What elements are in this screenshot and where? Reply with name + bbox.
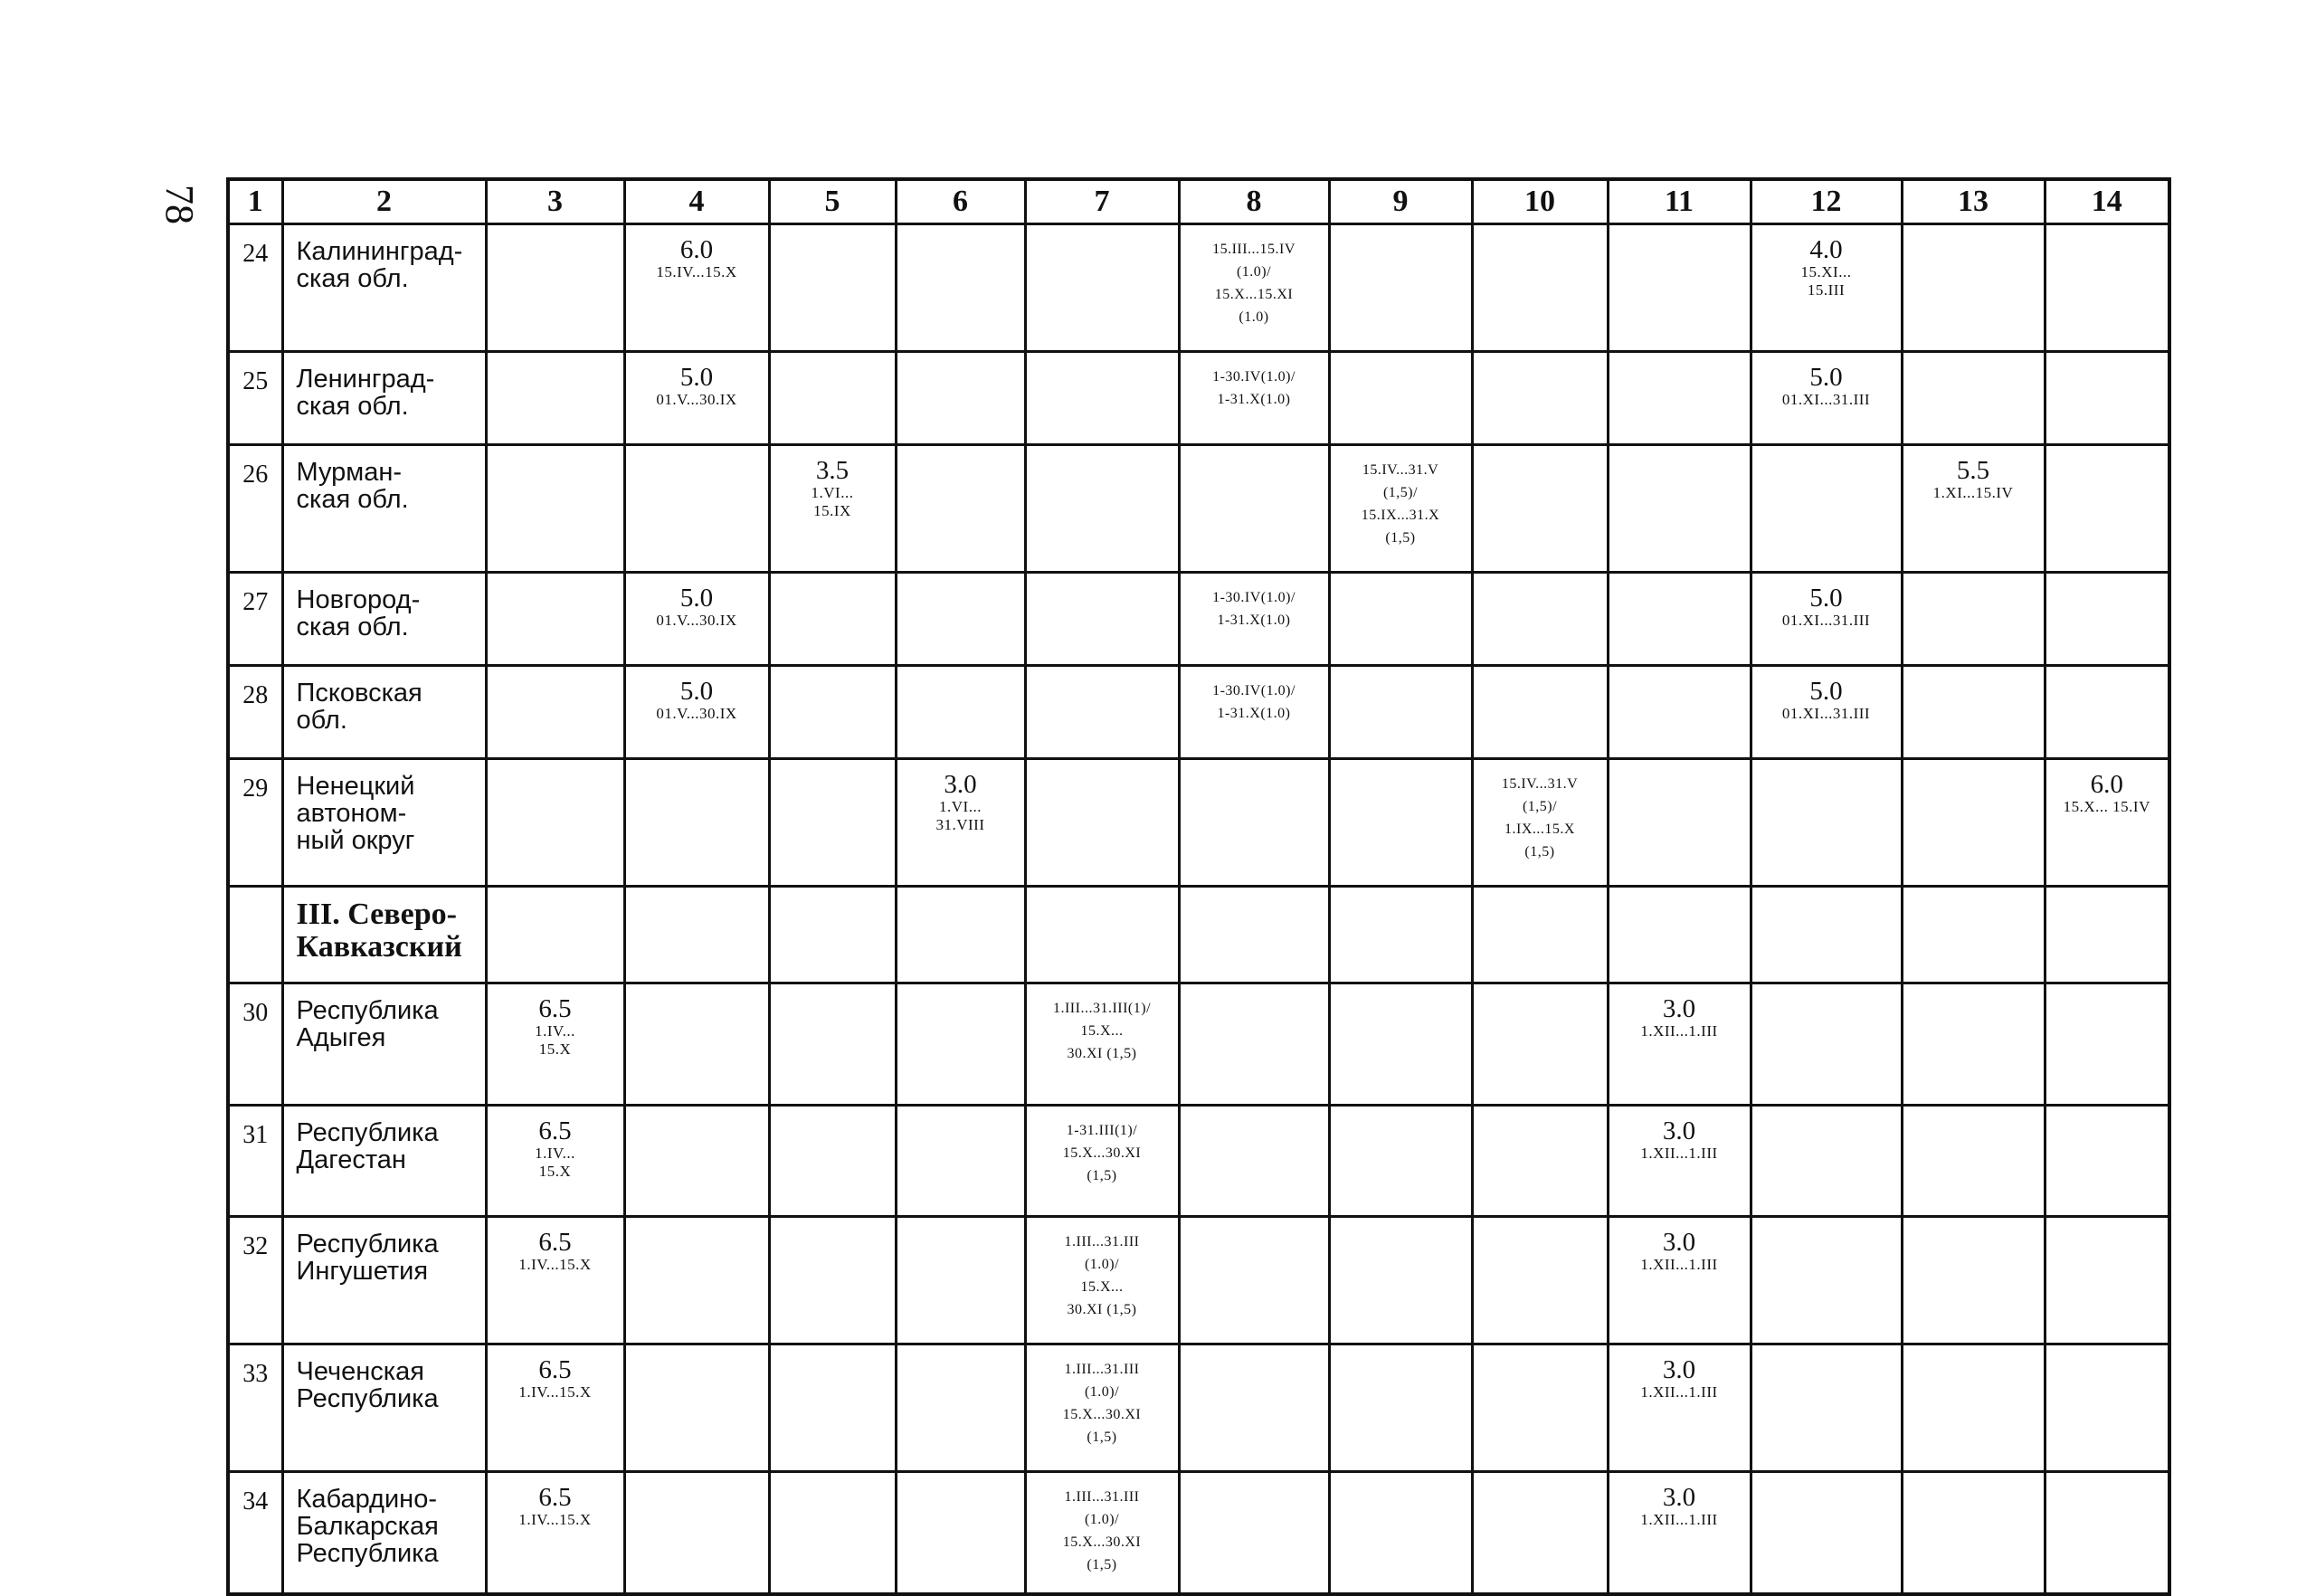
table-cell xyxy=(486,573,624,666)
table-cell xyxy=(1608,666,1751,759)
table-cell xyxy=(1179,666,1329,759)
table-cell xyxy=(1751,983,1902,1106)
table-cell xyxy=(769,759,896,887)
table-cell xyxy=(1751,445,1902,573)
table-cell xyxy=(1329,573,1472,666)
table-cell xyxy=(1025,573,1179,666)
cell-value: 3.0 xyxy=(1662,1355,1696,1384)
table-cell xyxy=(1179,445,1329,573)
table-cell xyxy=(486,666,624,759)
table-cell xyxy=(486,1217,624,1344)
table-cell xyxy=(2045,1344,2169,1472)
cell-value: 6.0 xyxy=(2090,770,2123,799)
table-cell xyxy=(1472,983,1608,1106)
table-cell xyxy=(1329,352,1472,445)
header-col-2: 2 xyxy=(282,179,486,224)
table-cell xyxy=(1025,983,1179,1106)
table-cell xyxy=(1472,224,1608,352)
row-number: 25 xyxy=(228,352,282,445)
table-cell xyxy=(1751,1472,1902,1595)
header-col-3: 3 xyxy=(486,179,624,224)
table-cell xyxy=(2045,1217,2169,1344)
table-cell xyxy=(1472,1217,1608,1344)
table-cell xyxy=(2045,445,2169,573)
table-cell xyxy=(624,224,769,352)
table-cell xyxy=(1608,445,1751,573)
table-cell xyxy=(896,1217,1025,1344)
cell-value: 4.0 xyxy=(1809,235,1843,264)
table-cell xyxy=(1329,224,1472,352)
table-cell xyxy=(896,224,1025,352)
cell-value: 3.0 xyxy=(1662,1116,1696,1145)
table-row xyxy=(228,445,2169,573)
table-cell xyxy=(624,759,769,887)
cell-period: 15.XI... 15.III xyxy=(1800,263,1852,299)
table-cell xyxy=(1179,983,1329,1106)
table-cell xyxy=(2045,352,2169,445)
cell-value: 6.5 xyxy=(538,1228,572,1257)
header-col-13: 13 xyxy=(1902,179,2045,224)
table-cell xyxy=(1025,445,1179,573)
table-cell xyxy=(1751,759,1902,887)
table-cell xyxy=(1608,759,1751,887)
table-cell xyxy=(1329,1344,1472,1472)
table-cell xyxy=(896,887,1025,983)
cell-value: 5.0 xyxy=(679,584,714,613)
region-name: Республика Дагестан xyxy=(282,1106,486,1217)
table-cell xyxy=(1025,666,1179,759)
table-row xyxy=(228,352,2169,445)
cell-period: 1.IV...15.X xyxy=(518,1383,592,1401)
table-cell xyxy=(1025,352,1179,445)
table-cell xyxy=(486,445,624,573)
cell-value: 6.5 xyxy=(538,1116,572,1145)
table-cell xyxy=(1751,887,1902,983)
table-cell xyxy=(2045,666,2169,759)
header-col-1: 1 xyxy=(228,179,282,224)
table-cell xyxy=(228,887,282,983)
table-cell xyxy=(1902,1106,2045,1217)
table-cell xyxy=(769,445,896,573)
table-cell xyxy=(1472,445,1608,573)
table-cell xyxy=(1329,1472,1472,1595)
table-cell xyxy=(486,759,624,887)
table-cell xyxy=(1902,352,2045,445)
header-row xyxy=(228,179,2169,224)
table-cell xyxy=(624,1472,769,1595)
table-cell xyxy=(769,887,896,983)
header-col-9: 9 xyxy=(1329,179,1472,224)
cell-value: 6.0 xyxy=(679,235,714,264)
table-cell xyxy=(1751,1344,1902,1472)
cell-value: 6.5 xyxy=(538,994,572,1023)
table-cell xyxy=(769,1106,896,1217)
row-number: 29 xyxy=(228,759,282,887)
table-cell xyxy=(2045,887,2169,983)
cell-value: 3.0 xyxy=(944,770,977,799)
cell-period: 15.X... 15.IV xyxy=(2063,798,2150,815)
cell-period: 01.V...30.IX xyxy=(656,612,737,629)
table-cell xyxy=(1472,666,1608,759)
region-name: Кабардино- Балкарская Республика xyxy=(282,1472,486,1595)
table-cell xyxy=(1902,573,2045,666)
region-name: Ленинград- ская обл. xyxy=(282,352,486,445)
table-cell xyxy=(624,983,769,1106)
cell-value: 5.0 xyxy=(679,363,714,392)
table-cell xyxy=(2045,1472,2169,1595)
table-cell xyxy=(1179,573,1329,666)
region-name: Республика Ингушетия xyxy=(282,1217,486,1344)
table-cell xyxy=(1751,666,1902,759)
header-col-7: 7 xyxy=(1025,179,1179,224)
table-cell xyxy=(1902,445,2045,573)
table-cell xyxy=(1329,983,1472,1106)
table-cell xyxy=(624,666,769,759)
row-number: 34 xyxy=(228,1472,282,1595)
table-cell xyxy=(486,887,624,983)
table-cell xyxy=(624,352,769,445)
table-cell xyxy=(624,1106,769,1217)
table-cell xyxy=(486,1472,624,1595)
region-name: Калининград- ская обл. xyxy=(282,224,486,352)
table-cell xyxy=(1179,887,1329,983)
header-col-4: 4 xyxy=(624,179,769,224)
table-cell xyxy=(1179,224,1329,352)
table-cell xyxy=(1472,887,1608,983)
table-cell xyxy=(1902,983,2045,1106)
table-cell xyxy=(1751,352,1902,445)
table-cell xyxy=(896,573,1025,666)
table-cell xyxy=(769,666,896,759)
cell-value: 3.0 xyxy=(1662,1228,1696,1257)
table-cell xyxy=(1472,1106,1608,1217)
table-cell xyxy=(624,573,769,666)
cell-note: 15.III...15.IV (1.0)/ 15.X...15.XI (1.0) xyxy=(1212,242,1296,325)
table-cell xyxy=(896,1106,1025,1217)
cell-note: 1-30.IV(1.0)/ 1-31.X(1.0) xyxy=(1212,590,1296,628)
table-cell xyxy=(1902,887,2045,983)
table-row xyxy=(228,666,2169,759)
row-number: 26 xyxy=(228,445,282,573)
table-cell xyxy=(1902,1344,2045,1472)
table-cell xyxy=(1329,666,1472,759)
cell-note: 1.III...31.III (1.0)/ 15.X...30.XI (1,5) xyxy=(1062,1362,1142,1445)
table-cell xyxy=(1025,224,1179,352)
cell-period: 1.IV... 15.X xyxy=(535,1022,575,1058)
cell-value: 3.5 xyxy=(815,456,850,485)
table-cell xyxy=(1329,1106,1472,1217)
table-cell xyxy=(769,352,896,445)
table-cell xyxy=(1025,1472,1179,1595)
table-cell xyxy=(1751,224,1902,352)
cell-period: 01.XI...31.III xyxy=(1781,391,1871,408)
row-number: 28 xyxy=(228,666,282,759)
table-cell xyxy=(769,573,896,666)
table-cell xyxy=(896,1344,1025,1472)
climate-data-table xyxy=(226,177,2171,1596)
cell-period: 01.V...30.IX xyxy=(656,705,737,722)
table-cell xyxy=(1179,352,1329,445)
cell-note: 1-31.III(1)/ 15.X...30.XI (1,5) xyxy=(1062,1123,1142,1183)
table-cell xyxy=(1329,445,1472,573)
cell-note: 1.III...31.III(1)/ 15.X... 30.XI (1,5) xyxy=(1052,1001,1152,1061)
row-number: 33 xyxy=(228,1344,282,1472)
region-name: Мурман- ская обл. xyxy=(282,445,486,573)
table-cell xyxy=(1751,1106,1902,1217)
table-cell xyxy=(1608,224,1751,352)
header-col-5: 5 xyxy=(769,179,896,224)
table-cell xyxy=(1608,573,1751,666)
table-row xyxy=(228,759,2169,887)
header-col-10: 10 xyxy=(1472,179,1608,224)
cell-period: 1.XII...1.III xyxy=(1640,1256,1718,1273)
region-name: Новгород- ская обл. xyxy=(282,573,486,666)
table-cell xyxy=(896,352,1025,445)
table-cell xyxy=(1179,759,1329,887)
table-row xyxy=(228,224,2169,352)
table-cell xyxy=(896,666,1025,759)
table-cell xyxy=(624,887,769,983)
table-cell xyxy=(1179,1217,1329,1344)
table-cell xyxy=(1179,1106,1329,1217)
cell-note: 15.IV...31.V (1,5)/ 15.IX...31.X (1,5) xyxy=(1361,462,1440,546)
cell-value: 5.0 xyxy=(1809,363,1843,392)
table-cell xyxy=(1902,224,2045,352)
table-cell xyxy=(1329,759,1472,887)
cell-period: 1.VI... 15.IX xyxy=(811,484,854,519)
table-cell xyxy=(769,1217,896,1344)
table-cell xyxy=(1472,352,1608,445)
cell-period: 15.IV...15.X xyxy=(656,263,737,280)
cell-note: 1-30.IV(1.0)/ 1-31.X(1.0) xyxy=(1212,369,1296,407)
table-cell xyxy=(1608,887,1751,983)
table-cell xyxy=(1902,1472,2045,1595)
table-cell xyxy=(1179,1472,1329,1595)
cell-period: 1.IV...15.X xyxy=(518,1511,592,1528)
table-cell xyxy=(1751,573,1902,666)
table-cell xyxy=(1751,1217,1902,1344)
table-row xyxy=(228,983,2169,1106)
table-cell xyxy=(486,983,624,1106)
cell-period: 01.XI...31.III xyxy=(1781,612,1871,629)
table-cell xyxy=(1329,1217,1472,1344)
cell-period: 1.XII...1.III xyxy=(1640,1022,1718,1040)
table-cell xyxy=(1608,1472,1751,1595)
table-cell xyxy=(1902,759,2045,887)
region-name: Республика Адыгея xyxy=(282,983,486,1106)
header-col-6: 6 xyxy=(896,179,1025,224)
cell-note: 1.III...31.III (1.0)/ 15.X... 30.XI (1,5) xyxy=(1064,1234,1140,1317)
table-cell xyxy=(2045,983,2169,1106)
cell-period: 1.XII...1.III xyxy=(1640,1145,1718,1162)
table-cell xyxy=(1608,1217,1751,1344)
table-cell xyxy=(896,1472,1025,1595)
region-name: Чеченская Республика xyxy=(282,1344,486,1472)
table-cell xyxy=(2045,759,2169,887)
row-number: 32 xyxy=(228,1217,282,1344)
table-cell xyxy=(896,445,1025,573)
table-row xyxy=(228,1344,2169,1472)
table-cell xyxy=(1608,352,1751,445)
cell-period: 1.XII...1.III xyxy=(1640,1511,1718,1528)
region-name: Ненецкий автоном- ный округ xyxy=(282,759,486,887)
cell-period: 1.XII...1.III xyxy=(1640,1383,1718,1401)
region-name: Псковская обл. xyxy=(282,666,486,759)
table-cell xyxy=(624,1344,769,1472)
table-cell xyxy=(1472,759,1608,887)
cell-period: 01.V...30.IX xyxy=(656,391,737,408)
table-cell xyxy=(1902,666,2045,759)
climate-data-table-container xyxy=(226,177,2168,1596)
table-cell xyxy=(624,1217,769,1344)
table-cell xyxy=(1472,1344,1608,1472)
cell-value: 5.0 xyxy=(679,677,714,706)
table-cell xyxy=(769,224,896,352)
table-cell xyxy=(1608,1344,1751,1472)
table-cell xyxy=(1329,887,1472,983)
table-cell xyxy=(2045,573,2169,666)
table-cell xyxy=(624,445,769,573)
table-cell xyxy=(486,224,624,352)
cell-value: 3.0 xyxy=(1662,994,1696,1023)
table-cell xyxy=(2045,1106,2169,1217)
cell-value: 6.5 xyxy=(538,1355,572,1384)
cell-value: 6.5 xyxy=(538,1483,572,1512)
table-cell xyxy=(769,1344,896,1472)
table-cell xyxy=(1472,573,1608,666)
table-cell xyxy=(1902,1217,2045,1344)
table-cell xyxy=(1608,1106,1751,1217)
cell-period: 01.XI...31.III xyxy=(1781,705,1871,722)
table-cell xyxy=(1025,1106,1179,1217)
table-cell xyxy=(2045,224,2169,352)
cell-period: 1.IV...15.X xyxy=(518,1256,592,1273)
table-cell xyxy=(896,983,1025,1106)
header-col-11: 11 xyxy=(1608,179,1751,224)
table-cell xyxy=(769,1472,896,1595)
table-row xyxy=(228,1472,2169,1595)
table-cell xyxy=(1025,759,1179,887)
table-row xyxy=(228,1217,2169,1344)
section-row xyxy=(228,887,2169,983)
table-cell xyxy=(1025,887,1179,983)
table-cell xyxy=(486,352,624,445)
cell-value: 3.0 xyxy=(1662,1483,1696,1512)
cell-period: 1.VI... 31.VIII xyxy=(935,798,985,833)
table-cell xyxy=(1472,1472,1608,1595)
row-number: 24 xyxy=(228,224,282,352)
header-col-8: 8 xyxy=(1179,179,1329,224)
cell-note: 15.IV...31.V (1,5)/ 1.IX...15.X (1,5) xyxy=(1501,776,1579,860)
page-number: 78 xyxy=(157,185,202,224)
cell-note: 1.III...31.III (1.0)/ 15.X...30.XI (1,5) xyxy=(1062,1489,1142,1572)
table-cell xyxy=(896,759,1025,887)
header-col-14: 14 xyxy=(2045,179,2169,224)
table-cell xyxy=(1608,983,1751,1106)
table-cell xyxy=(769,983,896,1106)
cell-value: 5.0 xyxy=(1809,584,1843,613)
header-col-12: 12 xyxy=(1751,179,1902,224)
cell-note: 1-30.IV(1.0)/ 1-31.X(1.0) xyxy=(1212,683,1296,721)
row-number: 27 xyxy=(228,573,282,666)
table-cell xyxy=(486,1106,624,1217)
table-cell xyxy=(1025,1217,1179,1344)
cell-value: 5.5 xyxy=(1956,456,1990,485)
table-row xyxy=(228,573,2169,666)
cell-period: 1.IV... 15.X xyxy=(535,1145,575,1180)
cell-value: 5.0 xyxy=(1809,677,1843,706)
table-cell xyxy=(1025,1344,1179,1472)
row-number: 31 xyxy=(228,1106,282,1217)
table-cell xyxy=(486,1344,624,1472)
row-number: 30 xyxy=(228,983,282,1106)
section-title: III. Северо- Кавказский xyxy=(282,887,486,983)
table-row xyxy=(228,1106,2169,1217)
table-cell xyxy=(1179,1344,1329,1472)
cell-period: 1.XI...15.IV xyxy=(1932,484,2014,501)
